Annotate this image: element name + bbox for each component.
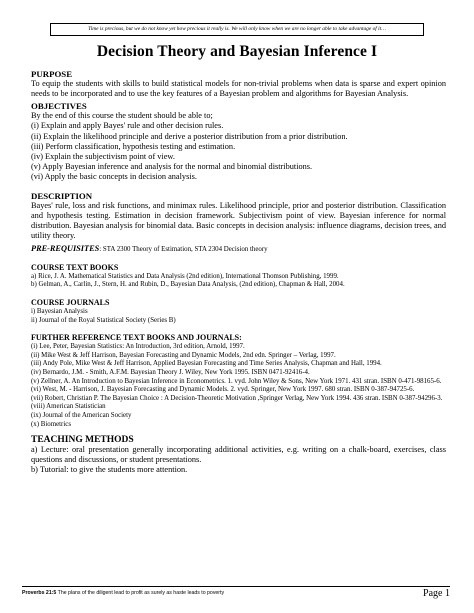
prereq-text: : STA 2300 Theory of Estimation, STA 2304 Decision theory [99,245,268,253]
further-item: (ix) Journal of the American Society [31,412,132,419]
teaching-heading: TEACHING METHODS [31,435,134,446]
document-body [31,67,446,476]
further-item: (viii) American Statistician [31,403,106,411]
objectives-intro: By the end of this course the student should be able to; [31,111,213,121]
further-item: (ii) Mike West & Jeff Harrison, Bayesian Forecasting and Dynamic Models, 2nd edn. Springer – Verlag, 1997. [31,351,336,359]
objective-item: (v) Apply Bayesian inference and analysis for the normal and binomial distributions. [31,161,313,171]
teaching-item: b) Tutorial: to give the students more attention. [31,465,188,475]
objective-item: (iv) Explain the subjectivism point of view. [31,151,175,161]
further-heading-suffix: : [239,333,242,343]
further-item: (iv) Bernardo, J.M. - Smith, A.F.M. Bayesian Theory J. Wiley, New York 1995. ISBN 0471-92416-4. [31,369,310,377]
purpose-text: To equip the students with skills to build statistical models for non-trivial problems when data is sparse and expert opinion needs to be incorporated and to use the key features of a Bayesian problem and algorithms for Bayesian Analysis. [31,79,446,99]
further-item: (i) Lee, Peter, Bayesian Statistics: An Introduction, 3rd edition, Arnold, 1997. [31,343,245,351]
textbooks-heading: COURSE TEXT BOOKS [31,262,119,272]
objective-item: (iii) Perform classification, hypothesis testing and estimation. [31,141,236,151]
further-item: (vi) West, M. - Harrison, J. Bayesian Forecasting and Dynamic Models. 2. vyd. Springer, New York 1997. 680 stran. ISBN 0-387-94725-6. [31,386,415,394]
textbook-item: a) Rice, J. A. Mathematical Statistics and Data Analysis (2nd edition), International Thomson Publishing, 1999. [31,272,339,280]
description-text: Bayes' rule, loss and risk functions, and minimax rules. Likelihood principle, prior and posterior distribution. Classification and hypothesis testing. Estimation in decision framework. Subjectivism point of view. Bayesian inference for normal distribution. Bayesian analysis for binomial data. Basic concepts in decision analysis: influence diagrams, decision trees, and utility theory. [31,201,446,241]
further-heading [31,333,446,343]
journals-heading: COURSE JOURNALS [31,297,110,307]
journal-item: i) Bayesian Analysis [31,307,88,315]
purpose-heading: PURPOSE [31,69,73,79]
objective-item: (i) Explain and apply Bayes' rule and other decision rules. [31,121,224,131]
footer-reference: Proverbs 21:5 [22,590,57,596]
teaching-item: a) Lecture: oral presentation generally incorporating additional activities, e.g. writing on a chalk-board, exercises, class questions and discussions, or student presentations. [31,445,446,465]
further-item: (iii) Andy Pole, Mike West & Jeff Harrison, Applied Bayesian Forecasting and Time Series Analysis, Chapman and Hall, 1994. [31,360,382,368]
objectives-heading: OBJECTIVES [31,101,87,112]
prerequisites [31,244,446,255]
further-heading-text: FURTHER REFERENCE TEXT BOOKS AND JOURNALS [31,333,240,343]
further-item: (x) Biometrics [31,420,71,428]
further-item: (vii) Robert, Christian P. The Bayesian Choice : A Decision-Theoretic Motivation ,Springer Verlag, New York 1994. 436 stran. ISBN 0-387-94296-3. [31,394,443,402]
header-quote: Time is precious, but we do not know yet how precious it really is. We will only know when we are no longer able to take advantage of it… [50,23,424,36]
textbook-item: b) Gelman, A., Carlin, J., Stern, H. and Rubin, D., Bayesian Data Analysis, (2nd edition), Chapman & Hall, 2004. [31,281,345,289]
objective-item: (ii) Explain the likelihood principle and derive a posterior distribution from a prior distribution. [31,131,348,141]
description-heading: DESCRIPTION [31,191,93,202]
objective-item: (vi) Apply the basic concepts in decision analysis. [31,171,197,181]
document-title: Decision Theory and Bayesian Inference I [96,43,378,60]
page-number: Page 1 [423,588,450,599]
further-item: (v) Zellner, A. An Introduction to Bayesian Inference in Econometrics. 1. vyd. John Wiley & Sons, New York 1971. 431 stran. ISBN 0-471-98165-6. [31,377,442,385]
prereq-label: PRE-REQUISITES [31,243,100,253]
journal-item: ii) Journal of the Royal Statistical Society (Series B) [31,316,176,324]
page-footer [22,586,450,599]
footer-text: The plans of the diligent lead to profit as surely as haste leads to poverty [56,590,225,596]
